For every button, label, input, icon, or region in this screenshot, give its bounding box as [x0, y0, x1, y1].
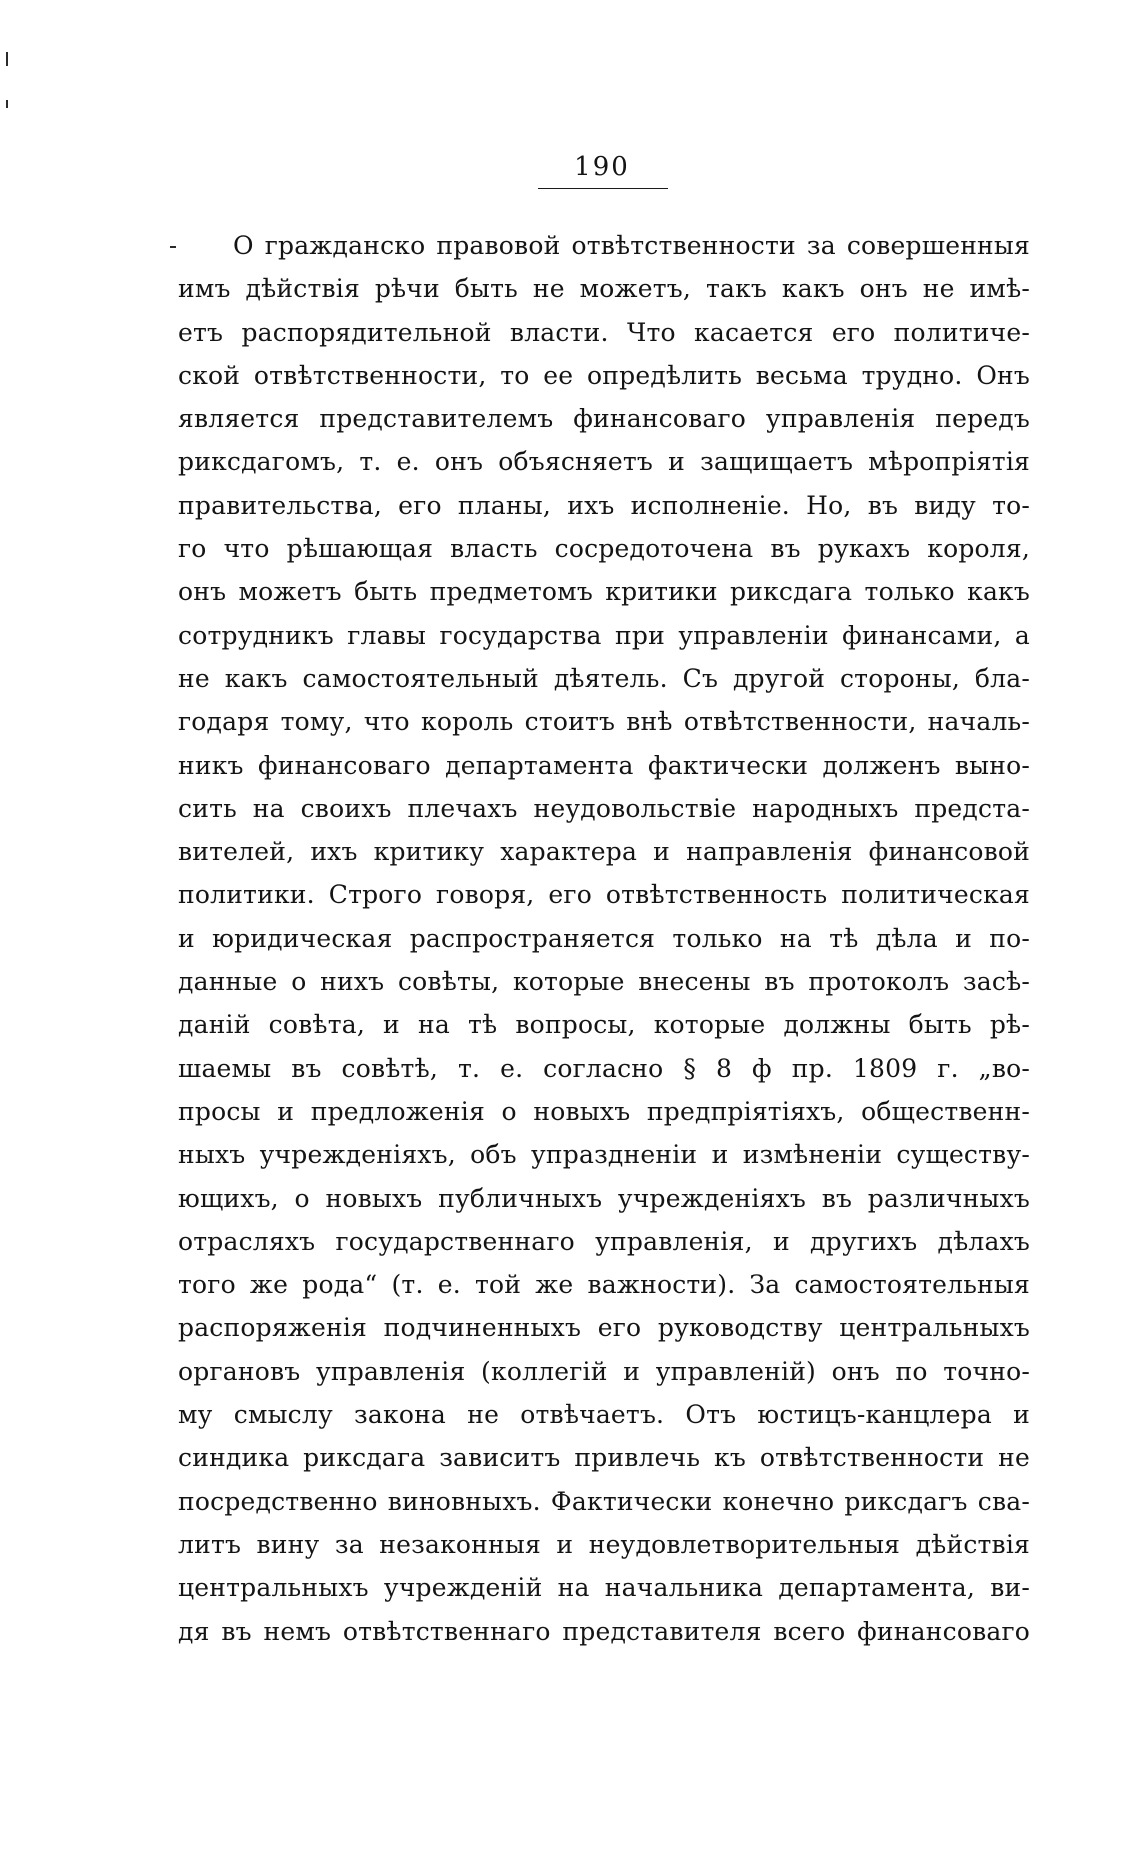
text-line: имъ дѣйствія рѣчи быть не можетъ, такъ какъ онъ не имѣ-	[178, 274, 1030, 304]
text-line: му смыслу закона не отвѣчаетъ. Отъ юстицъ-канцлера и	[178, 1400, 1030, 1430]
scan-edge-mark	[6, 52, 8, 66]
text-line: того же рода“ (т. е. той же важности). За самостоятельныя	[178, 1270, 1030, 1300]
text-line: синдика риксдага зависитъ привлечь къ отвѣтственности не	[178, 1443, 1030, 1473]
text-line: центральныхъ учрежденій на начальника департамента, ви-	[178, 1573, 1030, 1603]
text-line: вителей, ихъ критику характера и направленія финансовой	[178, 837, 1030, 867]
text-line: даній совѣта, и на тѣ вопросы, которые должны быть рѣ-	[178, 1010, 1030, 1040]
scan-edge-mark	[6, 100, 8, 108]
text-line: риксдагомъ, т. е. онъ объясняетъ и защищаетъ мѣропріятія	[178, 447, 1030, 477]
text-line: О гражданско правовой отвѣтственности за совершенныя	[233, 231, 1030, 260]
text-line: етъ распорядительной власти. Что касается его политиче-	[178, 317, 1030, 347]
text-line: является представителемъ финансоваго управленія передъ	[178, 404, 1030, 434]
text-line: не какъ самостоятельный дѣятель. Съ другой стороны, бла-	[178, 663, 1030, 693]
text-line: сить на своихъ плечахъ неудовольствіе народныхъ предста-	[178, 793, 1030, 823]
text-line: шаемы въ совѣтѣ, т. е. согласно § 8 ф пр. 1809 г. „во-	[178, 1053, 1030, 1083]
page-number-rule	[538, 188, 668, 189]
text-line: никъ финансоваго департамента фактически долженъ выно-	[178, 750, 1030, 780]
text-line: годаря тому, что король стоитъ внѣ отвѣтственности, началь-	[178, 707, 1030, 737]
text-line: ныхъ учрежденіяхъ, объ упраздненіи и измѣненіи существу-	[178, 1140, 1030, 1170]
text-line: го что рѣшающая власть сосредоточена въ рукахъ короля,	[178, 534, 1030, 564]
text-line: данные о нихъ совѣты, которые внесены въ протоколъ засѣ-	[178, 967, 1030, 997]
text-line: органовъ управленія (коллегій и управленій) онъ по точно-	[178, 1356, 1030, 1386]
margin-tick-mark	[170, 246, 176, 248]
text-line: онъ можетъ быть предметомъ критики риксдага только какъ	[178, 577, 1030, 607]
text-line: ющихъ, о новыхъ публичныхъ учрежденіяхъ въ различныхъ	[178, 1183, 1030, 1213]
text-line: правительства, его планы, ихъ исполненіе. Но, въ виду то-	[178, 490, 1030, 520]
text-line: литъ вину за незаконныя и неудовлетворительныя дѣйствія	[178, 1529, 1030, 1559]
text-line: отрасляхъ государственнаго управленія, и другихъ дѣлахъ	[178, 1226, 1030, 1256]
text-line: и юридическая распространяется только на тѣ дѣла и по-	[178, 923, 1030, 953]
text-line: дя въ немъ отвѣтственнаго представителя всего финансоваго	[178, 1616, 1030, 1646]
text-line: просы и предложенія о новыхъ предпріятіяхъ, общественн-	[178, 1096, 1030, 1126]
text-line: распоряженія подчиненныхъ его руководству центральныхъ	[178, 1313, 1030, 1343]
text-line: сотрудникъ главы государства при управленіи финансами, а	[178, 620, 1030, 650]
text-line: ской отвѣтственности, то ее опредѣлить весьма трудно. Онъ	[178, 360, 1030, 390]
text-line: политики. Строго говоря, его отвѣтственность политическая	[178, 880, 1030, 910]
body-text	[178, 224, 1030, 1653]
text-line: посредственно виновныхъ. Фактически конечно риксдагъ сва-	[178, 1486, 1030, 1516]
page-number: 190	[574, 152, 630, 182]
